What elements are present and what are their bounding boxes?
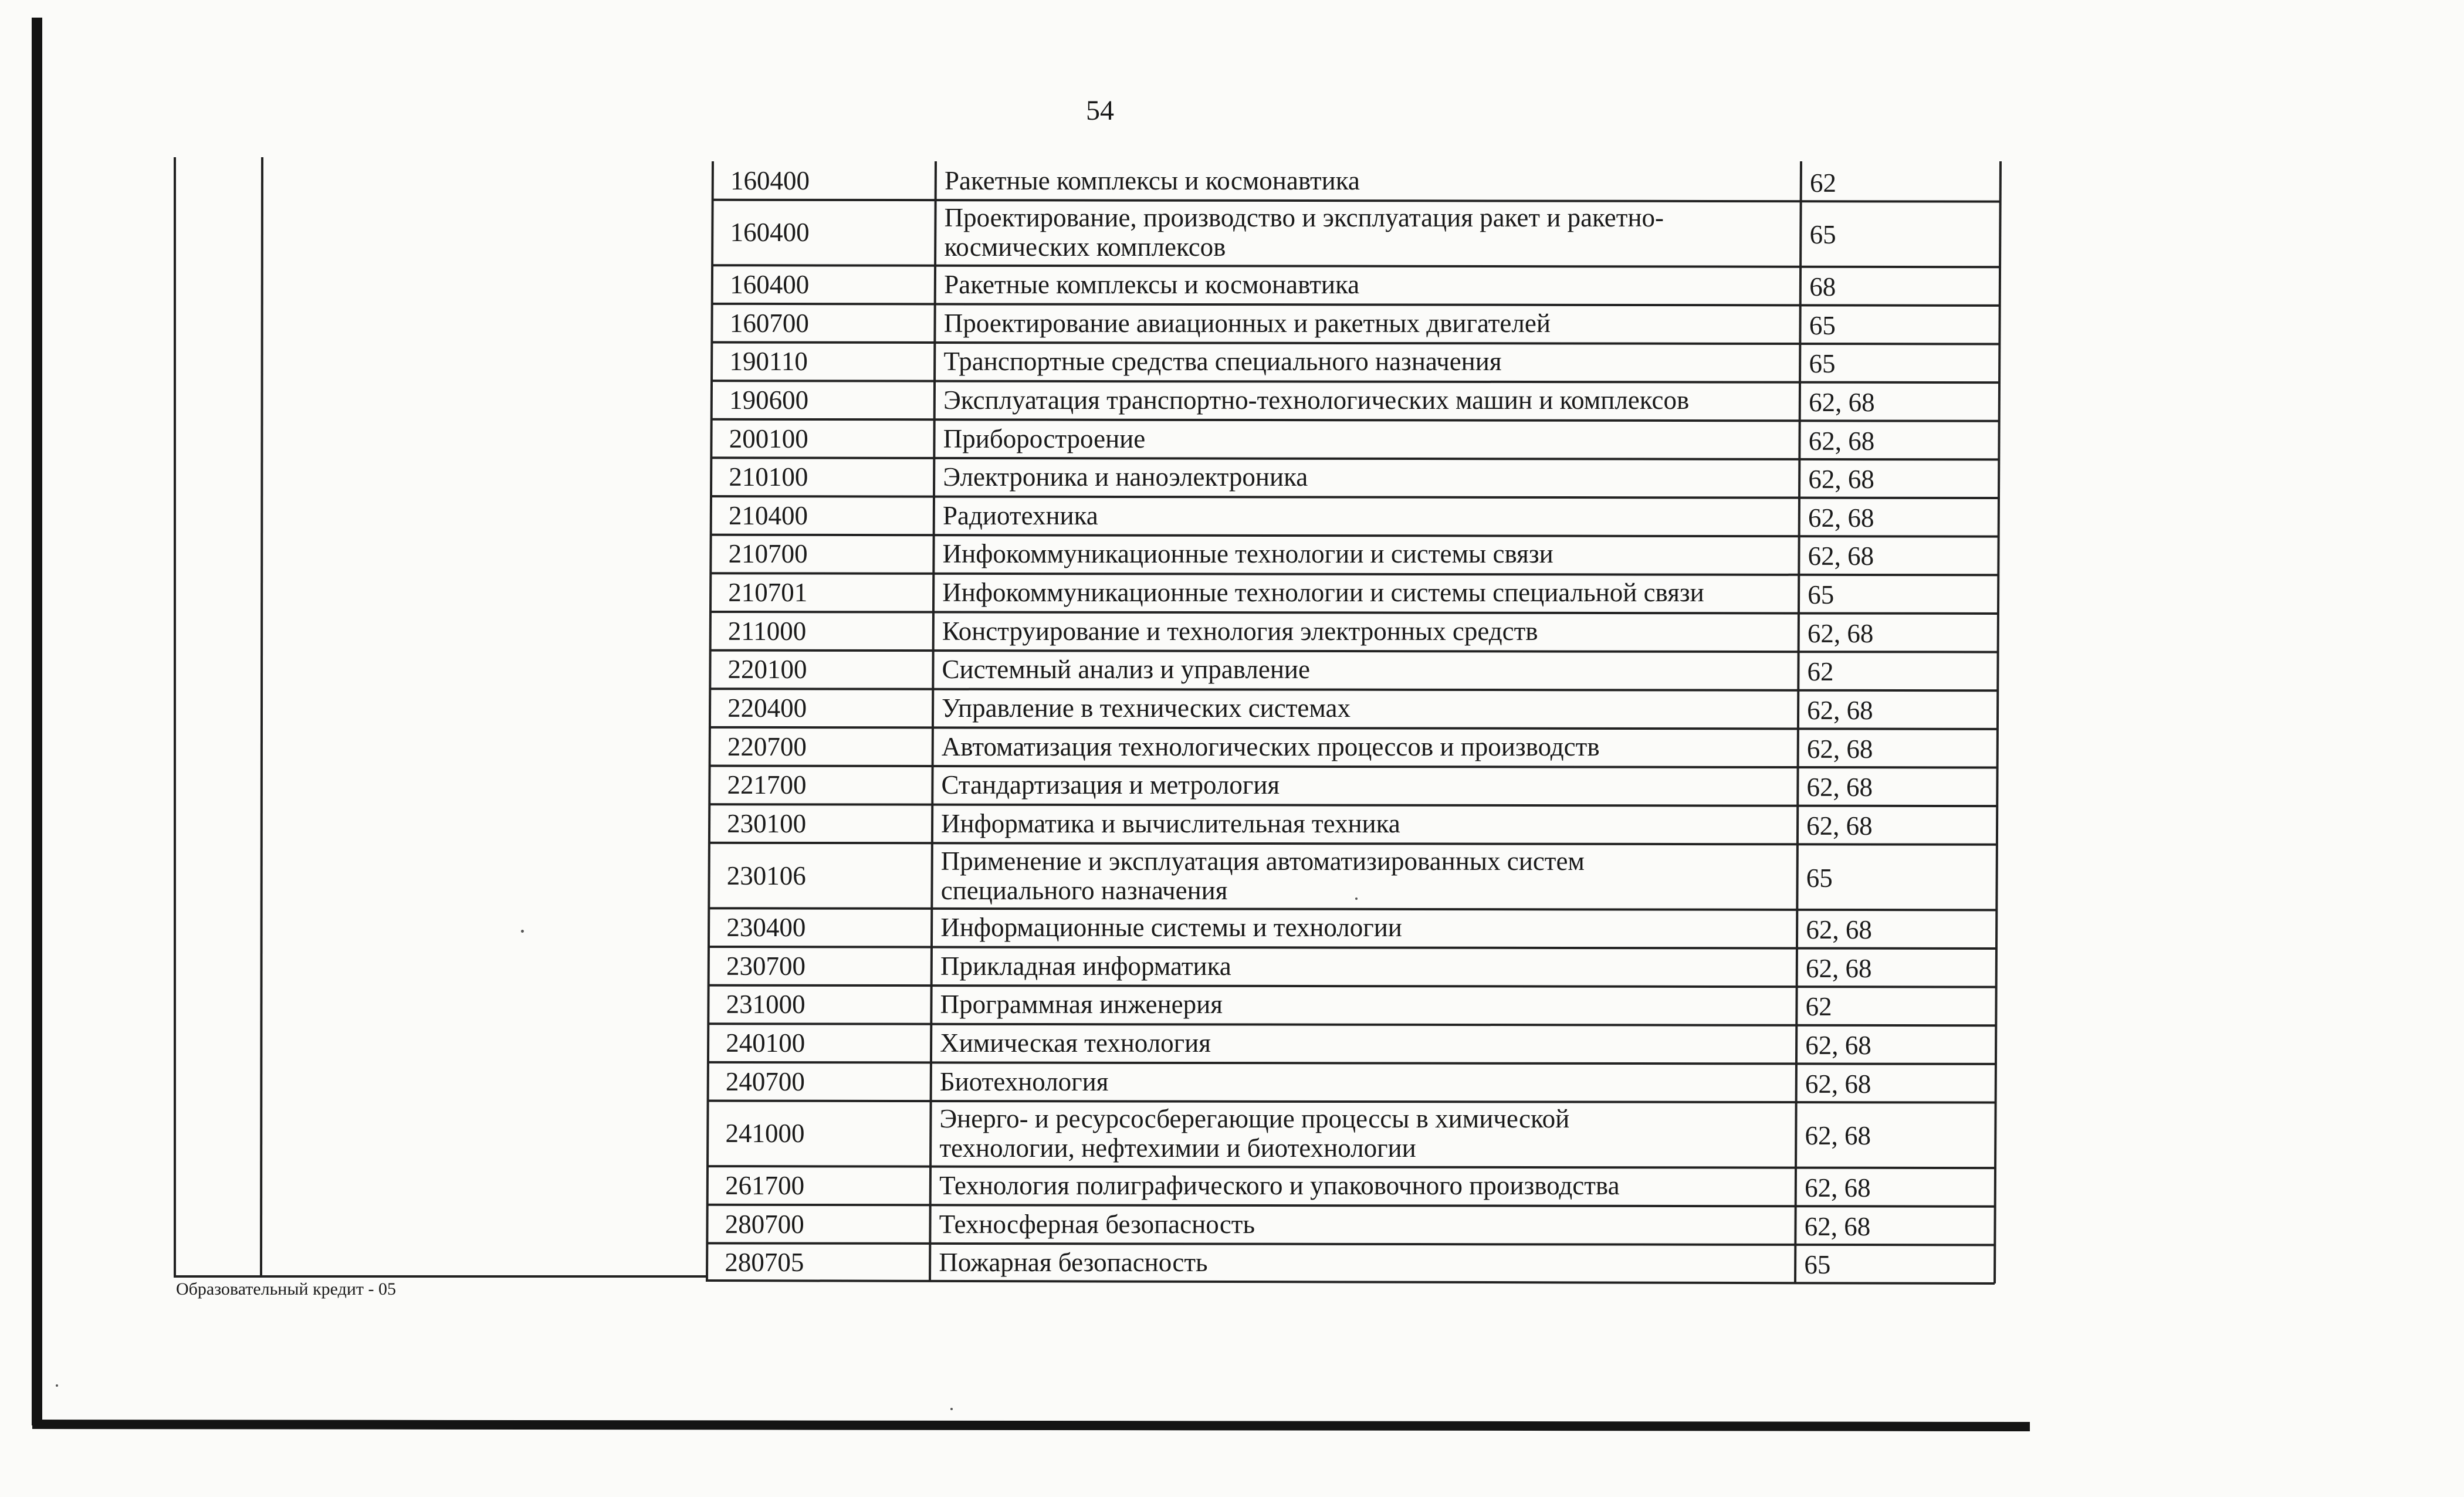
row-name: Инфокоммуникационные технологии и системы специальной связи [942, 578, 1704, 608]
row-code: 231000 [726, 990, 805, 1020]
row-name: Ракетные комплексы и космонавтика [944, 270, 1360, 300]
row-rule [710, 651, 1998, 652]
row-name: Приборостроение [943, 424, 1146, 453]
row-name: Конструирование и технология электронных средств [942, 616, 1538, 646]
row-rule [710, 689, 1998, 690]
row-rule [709, 1024, 1996, 1025]
row-code: 200100 [729, 424, 808, 453]
row-name: Биотехнология [939, 1066, 1109, 1096]
row-name: Ракетные комплексы и космонавтика [945, 165, 1360, 195]
table-bottom-rule [707, 1281, 1995, 1283]
row-code: 210100 [729, 462, 808, 492]
page-number: 54 [1086, 95, 1114, 126]
row-rule [708, 1166, 1995, 1168]
row-code: 210701 [728, 578, 808, 608]
row-code: 190110 [729, 347, 808, 377]
row-code: 240100 [726, 1028, 805, 1058]
row-rule [711, 496, 1999, 498]
row-name: Пожарная безопасность [939, 1248, 1208, 1278]
row-code: 241000 [725, 1119, 805, 1149]
row-level: 62, 68 [1806, 811, 1873, 841]
row-code: 160400 [730, 218, 810, 248]
row-rule [709, 804, 1997, 806]
row-code: 190600 [729, 385, 809, 415]
row-rule [710, 727, 1998, 729]
row-code: 220100 [727, 655, 807, 685]
row-name: Информатика и вычислительная техника [941, 808, 1400, 838]
row-rule [710, 766, 1998, 767]
row-name: Технология полиграфического и упаковочного производства [939, 1170, 1620, 1200]
row-rule [711, 535, 1999, 537]
footer-note: Образовательный кредит - 05 [176, 1279, 396, 1299]
row-name: Информационные системы и технологии [940, 913, 1402, 943]
row-rule [712, 304, 2000, 306]
row-level: 65 [1809, 220, 1836, 250]
row-name: Автоматизация технологических процессов и производств [941, 731, 1600, 761]
row-code: 160400 [730, 270, 810, 300]
row-rule [712, 381, 2000, 382]
row-level: 62, 68 [1804, 1211, 1871, 1241]
row-rule [711, 573, 1999, 575]
row-level: 62, 68 [1808, 426, 1875, 456]
row-name: Проектирование авиационных и ракетных двигателей [943, 308, 1551, 338]
row-name: Инфокоммуникационные технологии и системы связи [942, 539, 1553, 569]
row-level: 62 [1805, 992, 1832, 1022]
row-level: 62, 68 [1808, 465, 1874, 495]
row-level: 62, 68 [1805, 953, 1872, 983]
scan-speck [950, 1408, 953, 1410]
row-name: Техносферная безопасность [939, 1209, 1255, 1239]
row-code: 221700 [727, 770, 807, 800]
row-rule [708, 1101, 1996, 1103]
row-code: 240700 [725, 1066, 805, 1096]
row-name: Радиотехника [943, 500, 1098, 530]
table-right-rule [1995, 161, 2001, 1283]
row-code: 210700 [728, 539, 808, 569]
row-name: Стандартизация и метрология [941, 770, 1280, 800]
row-level: 62, 68 [1808, 541, 1874, 571]
row-name: Прикладная информатика [940, 951, 1231, 981]
row-name: Системный анализ и управление [942, 655, 1310, 685]
row-name: Программная инженерия [940, 990, 1223, 1020]
row-rule [712, 342, 2000, 344]
table-left-rule [707, 161, 713, 1282]
scan-speck [1355, 897, 1358, 900]
row-level: 65 [1808, 580, 1835, 610]
row-rule [709, 843, 1997, 845]
scan-speck [521, 930, 524, 933]
row-code: 220400 [727, 693, 807, 723]
row-code: 280700 [725, 1209, 804, 1239]
row-rule [713, 265, 2001, 267]
row-rule [708, 1062, 1996, 1064]
row-code: 211000 [727, 616, 807, 646]
row-rule [712, 419, 1999, 421]
bottom-edge-bar [32, 1424, 2030, 1427]
row-level: 62, 68 [1807, 696, 1873, 726]
row-code: 210400 [729, 500, 808, 530]
row-code: 220700 [727, 731, 807, 761]
row-name-line: Проектирование, производство и эксплуатация ракет и ракетно- [944, 203, 1664, 233]
row-level: 62, 68 [1805, 1173, 1871, 1203]
row-level: 62, 68 [1808, 503, 1874, 533]
row-code: 230700 [726, 951, 805, 981]
row-name-line: Энерго- и ресурсосберегающие процессы в химической [939, 1104, 1570, 1134]
row-name: Электроника и наноэлектроника [943, 462, 1308, 492]
row-name-line: космических комплексов [944, 232, 1226, 262]
row-level: 68 [1809, 272, 1836, 302]
row-level: 62, 68 [1809, 387, 1875, 417]
row-rule [710, 612, 1998, 614]
row-level: 62, 68 [1805, 1031, 1871, 1061]
row-level: 62, 68 [1805, 1069, 1871, 1099]
row-level: 62 [1810, 168, 1836, 198]
row-code: 230100 [727, 808, 807, 838]
row-name-line: специального назначения [940, 875, 1228, 905]
code-name-rule [930, 161, 936, 1282]
row-level: 62, 68 [1806, 773, 1873, 802]
row-name: Транспортные средства специального назначения [943, 347, 1502, 377]
row-rule [708, 1243, 1995, 1245]
row-rule [709, 947, 1996, 949]
row-level: 65 [1809, 310, 1836, 340]
row-level: 65 [1806, 863, 1833, 893]
row-rule [713, 200, 2001, 202]
row-level: 65 [1809, 349, 1836, 379]
row-code: 230106 [726, 861, 806, 890]
row-rule [708, 1205, 1995, 1207]
scan-speck [56, 1384, 58, 1387]
row-code: 230400 [726, 913, 806, 943]
row-rule [709, 908, 1997, 910]
row-code: 160700 [729, 308, 809, 338]
row-name: Управление в технических системах [942, 693, 1351, 723]
row-rule [709, 985, 1996, 987]
row-level: 62, 68 [1807, 618, 1874, 648]
row-name-line: Применение и эксплуатация автоматизированных систем [940, 846, 1585, 876]
row-code: 280705 [725, 1248, 804, 1278]
row-level: 62, 68 [1805, 1121, 1871, 1151]
row-name: Химическая технология [940, 1028, 1211, 1058]
row-level: 62, 68 [1806, 915, 1872, 945]
row-level: 65 [1804, 1250, 1831, 1280]
row-level: 62, 68 [1806, 734, 1873, 764]
name-level-rule [1795, 161, 1801, 1283]
row-name-line: технологии, нефтехимии и биотехнологии [939, 1133, 1416, 1163]
row-level: 62 [1807, 657, 1834, 687]
row-code: 160400 [730, 165, 810, 195]
row-rule [712, 458, 1999, 459]
row-name: Эксплуатация транспортно-технологических машин и комплексов [943, 385, 1690, 415]
left-inner-rule [261, 157, 262, 1278]
row-code: 261700 [725, 1170, 805, 1200]
